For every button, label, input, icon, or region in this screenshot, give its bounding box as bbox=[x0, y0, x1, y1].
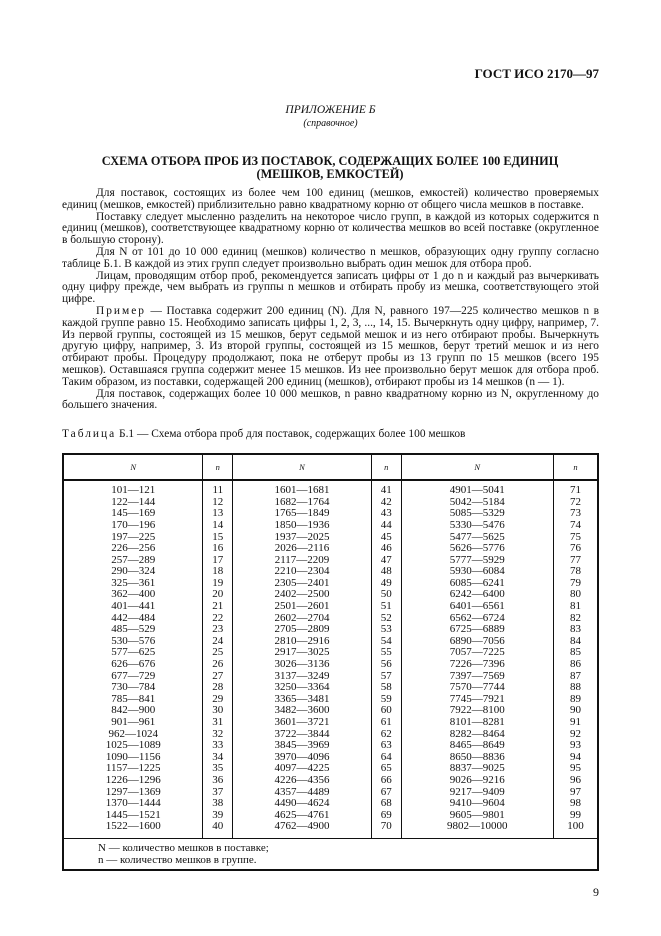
cell-n: 91 bbox=[553, 717, 598, 729]
cell-N: 122—144 bbox=[63, 497, 203, 509]
cell-n: 22 bbox=[203, 613, 233, 625]
cell-n: 36 bbox=[203, 775, 233, 787]
cell-n: 16 bbox=[203, 543, 233, 555]
cell-N: 9026—9216 bbox=[401, 775, 553, 787]
cell-n: 14 bbox=[203, 520, 233, 532]
cell-N: 4357—4489 bbox=[233, 787, 372, 799]
cell-N: 5777—5929 bbox=[401, 555, 553, 567]
cell-n: 43 bbox=[371, 508, 401, 520]
cell-n: 39 bbox=[203, 810, 233, 822]
cell-N: 3722—3844 bbox=[233, 729, 372, 741]
cell-N: 4762—4900 bbox=[233, 821, 372, 838]
cell-n: 33 bbox=[203, 740, 233, 752]
cell-n: 20 bbox=[203, 589, 233, 601]
paragraph: Для поставок, состоящих из более чем 100 единиц (мешков, емкостей) количество проверяемых единиц (мешков, емкостей) приблизительно равно квадратному корню от общего числа мешков в поставке. bbox=[62, 187, 599, 211]
cell-n: 63 bbox=[371, 740, 401, 752]
cell-N: 3601—3721 bbox=[233, 717, 372, 729]
cell-n: 99 bbox=[553, 810, 598, 822]
cell-n: 84 bbox=[553, 636, 598, 648]
cell-N: 6242—6400 bbox=[401, 589, 553, 601]
column-header: n bbox=[553, 454, 598, 480]
cell-N: 401—441 bbox=[63, 601, 203, 613]
cell-N: 9410—9604 bbox=[401, 798, 553, 810]
cell-N: 2705—2809 bbox=[233, 624, 372, 636]
cell-N: 785—841 bbox=[63, 694, 203, 706]
paragraph: Лицам, проводящим отбор проб, рекомендуется записать цифры от 1 до n и каждый раз вычеркивать одну цифру прежде, чем выбрать из группы n мешков и отбирать пробу из мешка, соответствующего этой цифре. bbox=[62, 269, 599, 306]
table-row bbox=[63, 775, 598, 787]
cell-N: 5330—5476 bbox=[401, 520, 553, 532]
cell-N: 1297—1369 bbox=[63, 787, 203, 799]
cell-N: 1522—1600 bbox=[63, 821, 203, 838]
cell-n: 13 bbox=[203, 508, 233, 520]
cell-n: 26 bbox=[203, 659, 233, 671]
cell-n: 18 bbox=[203, 566, 233, 578]
table-row bbox=[63, 543, 598, 555]
cell-n: 79 bbox=[553, 578, 598, 590]
cell-N: 6890—7056 bbox=[401, 636, 553, 648]
cell-n: 88 bbox=[553, 682, 598, 694]
cell-n: 76 bbox=[553, 543, 598, 555]
cell-n: 54 bbox=[371, 636, 401, 648]
cell-n: 49 bbox=[371, 578, 401, 590]
cell-N: 7226—7396 bbox=[401, 659, 553, 671]
cell-N: 8465—8649 bbox=[401, 740, 553, 752]
cell-N: 257—289 bbox=[63, 555, 203, 567]
cell-N: 8837—9025 bbox=[401, 763, 553, 775]
sampling-table bbox=[62, 453, 599, 871]
cell-N: 2305—2401 bbox=[233, 578, 372, 590]
cell-N: 9217—9409 bbox=[401, 787, 553, 799]
table-caption-label: Таблица bbox=[62, 428, 117, 441]
cell-N: 2402—2500 bbox=[233, 589, 372, 601]
cell-N: 5626—5776 bbox=[401, 543, 553, 555]
cell-n: 82 bbox=[553, 613, 598, 625]
cell-n: 32 bbox=[203, 729, 233, 741]
cell-n: 38 bbox=[203, 798, 233, 810]
cell-n: 94 bbox=[553, 752, 598, 764]
cell-n: 95 bbox=[553, 763, 598, 775]
section-title bbox=[62, 155, 598, 181]
cell-n: 83 bbox=[553, 624, 598, 636]
cell-n: 80 bbox=[553, 589, 598, 601]
cell-n: 15 bbox=[203, 532, 233, 544]
cell-N: 677—729 bbox=[63, 671, 203, 683]
cell-N: 3970—4096 bbox=[233, 752, 372, 764]
table-row bbox=[63, 717, 598, 729]
cell-N: 8282—8464 bbox=[401, 729, 553, 741]
footnote: N — количество мешков в поставке; bbox=[98, 841, 269, 854]
cell-N: 577—625 bbox=[63, 647, 203, 659]
cell-n: 21 bbox=[203, 601, 233, 613]
cell-N: 1025—1089 bbox=[63, 740, 203, 752]
cell-N: 7922—8100 bbox=[401, 705, 553, 717]
table-row bbox=[63, 480, 598, 497]
cell-n: 31 bbox=[203, 717, 233, 729]
cell-n: 70 bbox=[371, 821, 401, 838]
cell-N: 1157—1225 bbox=[63, 763, 203, 775]
cell-N: 3250—3364 bbox=[233, 682, 372, 694]
cell-N: 2917—3025 bbox=[233, 647, 372, 659]
example-paragraph bbox=[62, 306, 599, 389]
cell-n: 62 bbox=[371, 729, 401, 741]
cell-N: 1445—1521 bbox=[63, 810, 203, 822]
cell-n: 45 bbox=[371, 532, 401, 544]
cell-n: 25 bbox=[203, 647, 233, 659]
cell-N: 145—169 bbox=[63, 508, 203, 520]
cell-N: 962—1024 bbox=[63, 729, 203, 741]
footnote: n — количество мешков в группе. bbox=[98, 853, 257, 866]
cell-n: 61 bbox=[371, 717, 401, 729]
cell-N: 1601—1681 bbox=[233, 480, 372, 497]
cell-N: 226—256 bbox=[63, 543, 203, 555]
cell-N: 3482—3600 bbox=[233, 705, 372, 717]
cell-N: 1226—1296 bbox=[63, 775, 203, 787]
table-footnotes bbox=[63, 838, 598, 870]
cell-n: 56 bbox=[371, 659, 401, 671]
cell-N: 325—361 bbox=[63, 578, 203, 590]
cell-N: 101—121 bbox=[63, 480, 203, 497]
cell-n: 28 bbox=[203, 682, 233, 694]
cell-n: 59 bbox=[371, 694, 401, 706]
paragraph: Для поставок, содержащих более 10 000 мешков, n равно квадратному корню из N, округленному до большего значения. bbox=[62, 387, 599, 412]
cell-N: 1765—1849 bbox=[233, 508, 372, 520]
column-header: N bbox=[63, 454, 203, 480]
paragraph: Для N от 101 до 10 000 единиц (мешков) количество n мешков, образующих одну группу согласно таблице Б.1. В каждой из этих групп следует произвольно выбрать один мешок для отбора проб. bbox=[62, 245, 599, 270]
cell-N: 442—484 bbox=[63, 613, 203, 625]
cell-N: 7570—7744 bbox=[401, 682, 553, 694]
cell-N: 2210—2304 bbox=[233, 566, 372, 578]
cell-n: 98 bbox=[553, 798, 598, 810]
cell-N: 290—324 bbox=[63, 566, 203, 578]
cell-n: 27 bbox=[203, 671, 233, 683]
cell-N: 4097—4225 bbox=[233, 763, 372, 775]
cell-N: 530—576 bbox=[63, 636, 203, 648]
cell-n: 74 bbox=[553, 520, 598, 532]
cell-n: 100 bbox=[553, 821, 598, 838]
cell-n: 78 bbox=[553, 566, 598, 578]
body-text bbox=[62, 188, 599, 412]
cell-n: 41 bbox=[371, 480, 401, 497]
cell-N: 170—196 bbox=[63, 520, 203, 532]
cell-N: 5477—5625 bbox=[401, 532, 553, 544]
cell-n: 51 bbox=[371, 601, 401, 613]
column-header: n bbox=[203, 454, 233, 480]
table-caption-text: Б.1 — Схема отбора проб для поставок, содержащих более 100 мешков bbox=[116, 428, 466, 441]
section-title-line2: (МЕШКОВ, ЕМКОСТЕЙ) bbox=[256, 167, 404, 181]
cell-n: 34 bbox=[203, 752, 233, 764]
cell-n: 92 bbox=[553, 729, 598, 741]
cell-n: 40 bbox=[203, 821, 233, 838]
cell-N: 2501—2601 bbox=[233, 601, 372, 613]
cell-N: 4901—5041 bbox=[401, 480, 553, 497]
cell-n: 75 bbox=[553, 532, 598, 544]
column-header: N bbox=[401, 454, 553, 480]
cell-N: 9802—10000 bbox=[401, 821, 553, 838]
cell-N: 8650—8836 bbox=[401, 752, 553, 764]
cell-N: 6085—6241 bbox=[401, 578, 553, 590]
cell-N: 7397—7569 bbox=[401, 671, 553, 683]
cell-N: 2602—2704 bbox=[233, 613, 372, 625]
cell-n: 97 bbox=[553, 787, 598, 799]
cell-N: 6725—6889 bbox=[401, 624, 553, 636]
cell-n: 93 bbox=[553, 740, 598, 752]
cell-N: 4490—4624 bbox=[233, 798, 372, 810]
cell-N: 1370—1444 bbox=[63, 798, 203, 810]
main-content bbox=[62, 188, 599, 899]
cell-N: 2810—2916 bbox=[233, 636, 372, 648]
cell-n: 96 bbox=[553, 775, 598, 787]
cell-n: 71 bbox=[553, 480, 598, 497]
cell-N: 1850—1936 bbox=[233, 520, 372, 532]
cell-n: 67 bbox=[371, 787, 401, 799]
cell-n: 44 bbox=[371, 520, 401, 532]
cell-n: 86 bbox=[553, 659, 598, 671]
cell-n: 72 bbox=[553, 497, 598, 509]
cell-N: 626—676 bbox=[63, 659, 203, 671]
cell-n: 48 bbox=[371, 566, 401, 578]
appendix-subtitle: (справочное) bbox=[303, 118, 358, 129]
cell-N: 3845—3969 bbox=[233, 740, 372, 752]
cell-N: 4226—4356 bbox=[233, 775, 372, 787]
cell-N: 197—225 bbox=[63, 532, 203, 544]
paragraph: Поставку следует мысленно разделить на некоторое число групп, в каждой из которых содержится n единиц (мешков), соответствующее квадратному корню от количества мешков во всей поставке (округленное в большую сторону). bbox=[62, 210, 599, 247]
cell-n: 58 bbox=[371, 682, 401, 694]
cell-N: 3365—3481 bbox=[233, 694, 372, 706]
cell-N: 4625—4761 bbox=[233, 810, 372, 822]
cell-n: 87 bbox=[553, 671, 598, 683]
cell-n: 73 bbox=[553, 508, 598, 520]
cell-N: 8101—8281 bbox=[401, 717, 553, 729]
cell-n: 85 bbox=[553, 647, 598, 659]
cell-n: 11 bbox=[203, 480, 233, 497]
document-header: ГОСТ ИСО 2170—97 bbox=[474, 66, 599, 81]
example-text: — Поставка содержит 200 единиц (N). Для N, равного 197—225 количество мешков n в каждой группе равно 15. Необходимо записать цифры 1, 2, 3, ..., 14, 15. Вычеркнуть одну цифру, например, 7. Из первой группы, состоящей из 15 мешков, берут седьмой мешок и из него отбирают пробы. Вычеркнуть другую цифру, например, 3. Из второй группы, состоящей из 15 мешков, берут третий мешок и из него отбирают пробы. Процедуру продолжают, пока не отберут пробы из 13 групп по 15 мешков (всего 195 мешков). Оставшаяся группа содержит менее 15 мешков. Из нее произвольно берут мешок для отбора проб. Таким образом, из поставки, содержащей 200 единиц (мешков), отбирают пробы из 14 мешков (n — 1). bbox=[62, 304, 599, 388]
table-row bbox=[63, 659, 598, 671]
cell-n: 47 bbox=[371, 555, 401, 567]
table-row bbox=[63, 601, 598, 613]
cell-n: 68 bbox=[371, 798, 401, 810]
cell-n: 46 bbox=[371, 543, 401, 555]
appendix-heading bbox=[0, 104, 661, 130]
cell-n: 81 bbox=[553, 601, 598, 613]
cell-N: 7745—7921 bbox=[401, 694, 553, 706]
cell-N: 3026—3136 bbox=[233, 659, 372, 671]
cell-N: 362—400 bbox=[63, 589, 203, 601]
cell-n: 53 bbox=[371, 624, 401, 636]
appendix-title: ПРИЛОЖЕНИЕ Б bbox=[285, 104, 376, 116]
cell-N: 485—529 bbox=[63, 624, 203, 636]
cell-N: 1090—1156 bbox=[63, 752, 203, 764]
cell-N: 6562—6724 bbox=[401, 613, 553, 625]
cell-N: 6401—6561 bbox=[401, 601, 553, 613]
cell-N: 2117—2209 bbox=[233, 555, 372, 567]
cell-N: 842—900 bbox=[63, 705, 203, 717]
cell-N: 5042—5184 bbox=[401, 497, 553, 509]
cell-n: 89 bbox=[553, 694, 598, 706]
cell-N: 5930—6084 bbox=[401, 566, 553, 578]
cell-n: 24 bbox=[203, 636, 233, 648]
column-header: n bbox=[371, 454, 401, 480]
cell-n: 17 bbox=[203, 555, 233, 567]
page-number: 9 bbox=[593, 884, 599, 899]
cell-n: 35 bbox=[203, 763, 233, 775]
cell-n: 29 bbox=[203, 694, 233, 706]
table-footnote-row bbox=[63, 838, 598, 870]
cell-n: 64 bbox=[371, 752, 401, 764]
cell-N: 1937—2025 bbox=[233, 532, 372, 544]
cell-N: 9605—9801 bbox=[401, 810, 553, 822]
cell-N: 730—784 bbox=[63, 682, 203, 694]
cell-n: 77 bbox=[553, 555, 598, 567]
example-label: Пример bbox=[96, 304, 146, 317]
cell-n: 52 bbox=[371, 613, 401, 625]
cell-n: 90 bbox=[553, 705, 598, 717]
cell-n: 60 bbox=[371, 705, 401, 717]
cell-N: 901—961 bbox=[63, 717, 203, 729]
cell-n: 50 bbox=[371, 589, 401, 601]
cell-N: 1682—1764 bbox=[233, 497, 372, 509]
cell-n: 42 bbox=[371, 497, 401, 509]
cell-n: 19 bbox=[203, 578, 233, 590]
cell-N: 7057—7225 bbox=[401, 647, 553, 659]
table-header-row bbox=[63, 454, 598, 480]
cell-n: 66 bbox=[371, 775, 401, 787]
cell-N: 2026—2116 bbox=[233, 543, 372, 555]
cell-n: 12 bbox=[203, 497, 233, 509]
cell-N: 3137—3249 bbox=[233, 671, 372, 683]
section-title-line1: СХЕМА ОТБОРА ПРОБ ИЗ ПОСТАВОК, СОДЕРЖАЩИХ БОЛЕЕ 100 ЕДИНИЦ bbox=[101, 154, 559, 168]
cell-n: 55 bbox=[371, 647, 401, 659]
cell-n: 69 bbox=[371, 810, 401, 822]
column-header: N bbox=[233, 454, 372, 480]
cell-n: 65 bbox=[371, 763, 401, 775]
table-row bbox=[63, 821, 598, 838]
cell-N: 5085—5329 bbox=[401, 508, 553, 520]
cell-n: 37 bbox=[203, 787, 233, 799]
table-caption bbox=[62, 428, 599, 441]
table-row bbox=[63, 520, 598, 532]
cell-n: 23 bbox=[203, 624, 233, 636]
cell-n: 57 bbox=[371, 671, 401, 683]
cell-n: 30 bbox=[203, 705, 233, 717]
